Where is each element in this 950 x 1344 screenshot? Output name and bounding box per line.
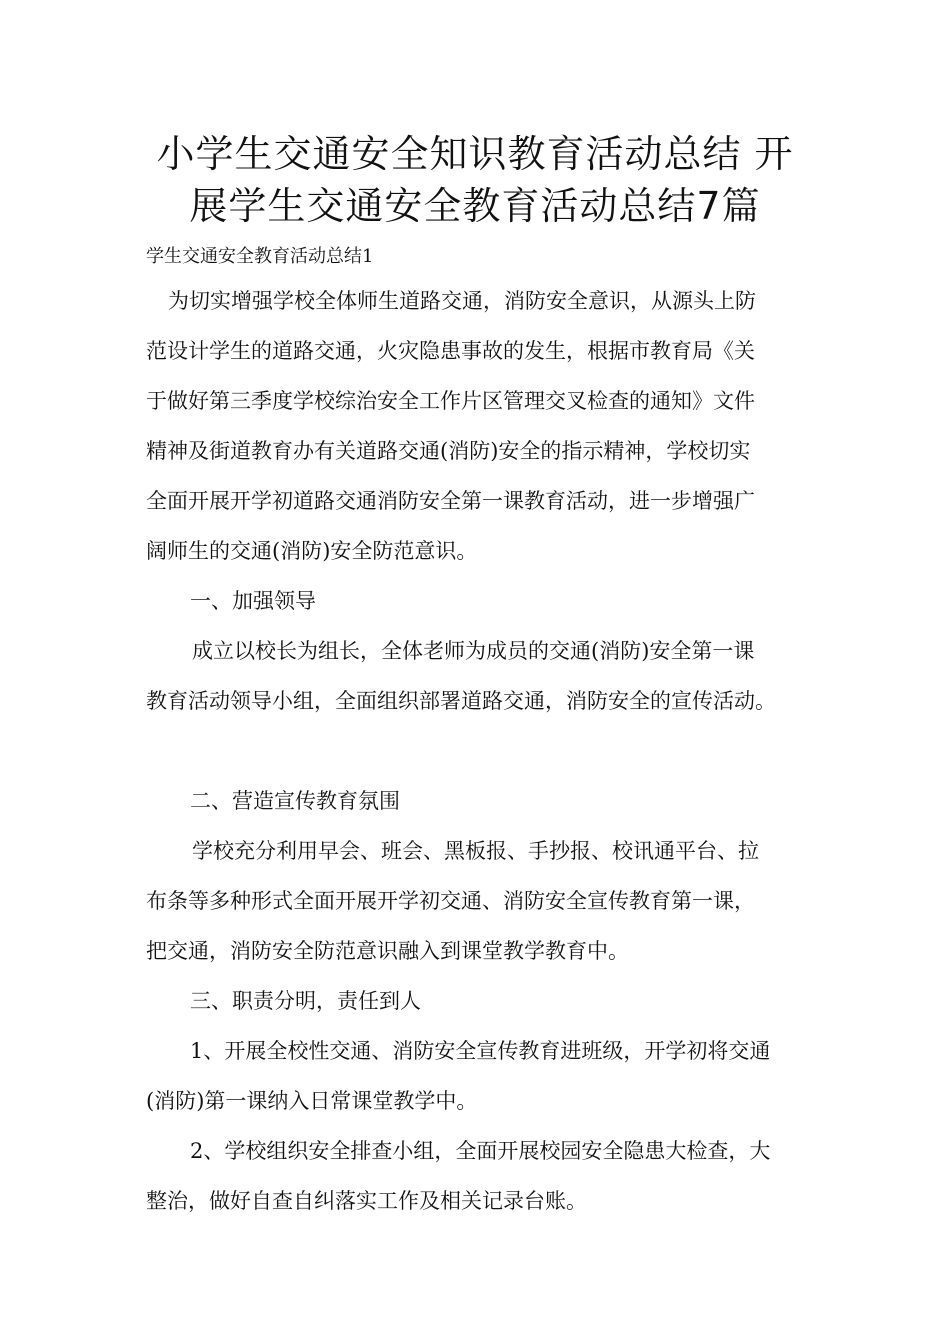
paragraph-line: 精神及街道教育办有关道路交通(消防)安全的指示精神，学校切实 xyxy=(146,439,751,463)
paragraph-line: 整治，做好自查自纠落实工作及相关记录台账。 xyxy=(146,1189,587,1213)
document-title xyxy=(120,128,830,232)
paragraph-line: (消防)第一课纳入日常课堂教学中。 xyxy=(146,1089,478,1113)
section-heading: 三、职责分明，责任到人 xyxy=(190,989,421,1013)
paragraph-line: 布条等多种形式全面开展开学初交通、消防安全宣传教育第一课， xyxy=(146,889,755,913)
paragraph-line: 1、开展全校性交通、消防安全宣传教育进班级，开学初将交通 xyxy=(190,1039,771,1063)
paragraph-line: 把交通，消防安全防范意识融入到课堂教学教育中。 xyxy=(146,939,629,963)
title-line-2: 展学生交通安全教育活动总结7篇 xyxy=(189,184,761,228)
paragraph-line: 阔师生的交通(消防)安全防范意识。 xyxy=(146,539,478,563)
section-subtitle: 学生交通安全教育活动总结1 xyxy=(146,246,374,267)
paragraph-line: 学校充分利用早会、班会、黑板报、手抄报、校讯通平台、拉 xyxy=(192,839,759,863)
paragraph-line: 成立以校长为组长，全体老师为成员的交通(消防)安全第一课 xyxy=(192,639,755,663)
paragraph-line: 2、学校组织安全排查小组，全面开展校园安全隐患大检查，大 xyxy=(190,1139,771,1163)
paragraph-line: 范设计学生的道路交通，火灾隐患事故的发生，根据市教育局《关 xyxy=(146,339,755,363)
title-line-1: 小学生交通安全知识教育活动总结 开 xyxy=(156,132,794,176)
section-heading: 一、加强领导 xyxy=(190,589,316,613)
paragraph-line: 全面开展开学初道路交通消防安全第一课教育活动，进一步增强广 xyxy=(146,489,755,513)
paragraph-line: 于做好第三季度学校综治安全工作片区管理交叉检查的通知》文件 xyxy=(146,389,755,413)
paragraph-line: 教育活动领导小组，全面组织部署道路交通，消防安全的宣传活动。 xyxy=(146,689,776,713)
paragraph-line: 为切实增强学校全体师生道路交通，消防安全意识，从源头上防 xyxy=(168,289,756,313)
section-heading: 二、营造宣传教育氛围 xyxy=(190,789,400,813)
